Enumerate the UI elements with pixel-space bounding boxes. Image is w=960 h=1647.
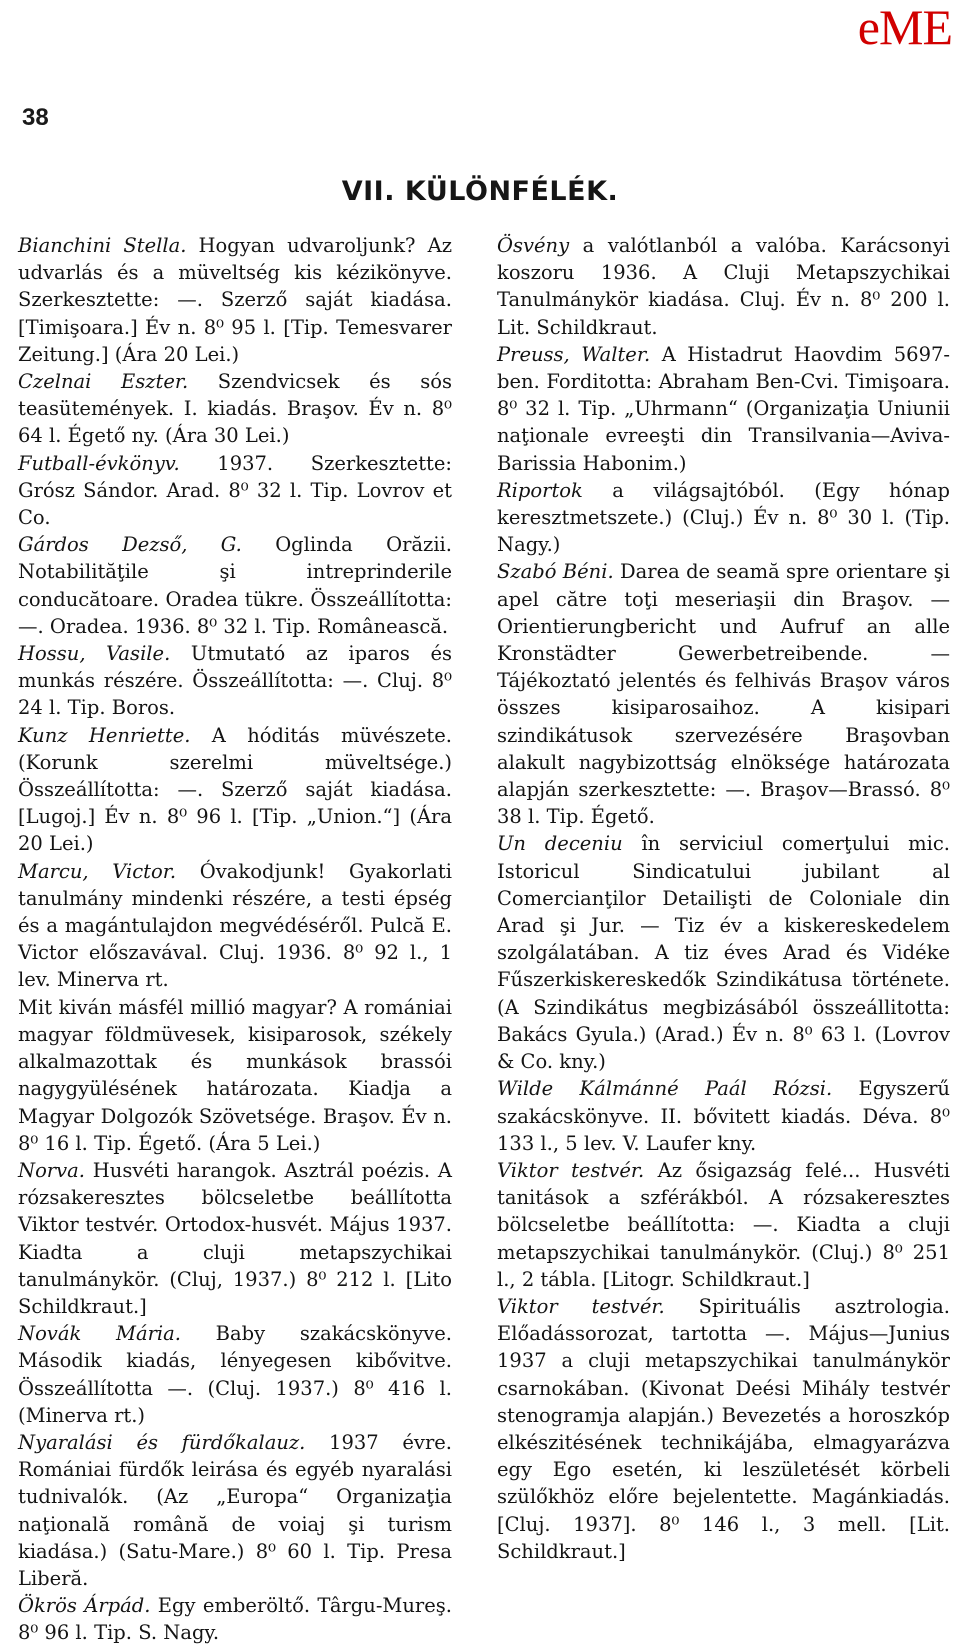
right-column [497, 232, 950, 1565]
bibliography-entry [497, 1157, 950, 1293]
bibliography-entry [18, 1320, 452, 1429]
entry-author: Un deceniu [497, 832, 623, 856]
entry-author: Bianchini Stella. [18, 234, 187, 257]
bibliography-entry [18, 531, 452, 640]
section-title: VII. KÜLÖNFÉLÉK. [341, 176, 619, 207]
entry-author: Novák Mária. [18, 1322, 181, 1346]
bibliography-entry [18, 858, 452, 994]
entry-author: Viktor testvér. [497, 1158, 645, 1182]
entry-author: Viktor testvér. [497, 1294, 665, 1318]
bibliography-entry [18, 368, 452, 450]
entry-author: Marcu, Victor. [18, 859, 177, 883]
bibliography-entry [18, 994, 452, 1157]
bibliography-entry [497, 1075, 950, 1157]
entry-text: Spirituális asztrologia. Előadássorozat, tartotta —. Május—Junius 1937 a cluji metapszychikai tanulmánykör csarnokában. (Kivonat Deési Mihály testvér stenogramja alapján.) Bevezetés a horoszkóp elkészitésének technikájába, elmagyarázva egy Ego esetén, ki leszületését körbeli szülőkhöz előre bejelentette. Magánkiadás. [Cluj. 1937]. 8⁰ 146 l., 3 mell. [Lit. Schildkraut.] [497, 1294, 951, 1563]
bibliography-entry [497, 341, 950, 477]
entry-text: 1937. Szerkesztette: Grósz Sándor. Arad. 8⁰ 32 l. Tip. Lovrov et Co. [18, 451, 452, 530]
entry-text: Óvakodjunk! Gyakorlati tanulmány mindenki részére, a testi épség és a magántulajdon megvédéséről. Pulcă E. Victor előszavával. Cluj. 1936. 8⁰ 92 l., 1 lev. Minerva rt. [18, 859, 452, 992]
entry-author: Futball-évkönyv. [18, 451, 180, 475]
entry-text: Mit kiván másfél millió magyar? A romániai magyar földmüvesek, kisiparosok, székely alkalmazottak és munkások brassói nagygyülésének határozata. Kiadja a Magyar Dolgozók Szövetsége. Braşov. Év n. 8⁰ 16 l. Tip. Égető. (Ára 5 Lei.) [18, 995, 452, 1155]
entry-author: Riportok [497, 478, 583, 502]
entry-author: Nyaralási és fürdőkalauz. [18, 1430, 306, 1454]
entry-text: Hogyan udvaroljunk? Az udvarlás és a müveltség kis kézikönyve. Szerkesztette: —. Szerző saját kiadása. [Timişoara.] Év n. 8⁰ 95 l. [Tip. Temesvarer Zeitung.] (Ára 20 Lei.) [18, 234, 452, 366]
left-column [18, 232, 452, 1647]
entry-text: a valótlanból a valóba. Karácsonyi koszoru 1936. A Cluji Metapszychikai Tanulmánykör kiadása. Cluj. Év n. 8⁰ 200 l. Lit. Schildkraut. [497, 234, 950, 339]
entry-text: 1937 évre. Romániai fürdők leirása és egyéb nyaralási tudnivalók. (Az „Europa“ Organizaţia naţională română de voiaj şi turism kiadása.) (Satu-Mare.) 8⁰ 60 l. Tip. Presa Liberă. [18, 1430, 452, 1590]
entry-text: A Histadrut Haovdim 5697-ben. Forditotta: Abraham Ben-Cvi. Timişoara. 8⁰ 32 l. Tip. „Uhrmann“ (Organizaţia Uniunii naţionale evreeşti din Transilvania—Aviva-Barissia Habonim.) [497, 342, 950, 475]
entry-text: Utmutató az iparos és munkás részére. Összeállította: —. Cluj. 8⁰ 24 l. Tip. Boros. [18, 642, 452, 720]
entry-text: a világsajtóból. (Egy hónap keresztmetszete.) (Cluj.) Év n. 8⁰ 30 l. (Tip. Nagy.) [497, 478, 950, 557]
entry-text: Darea de seamă spre orientare şi apel către toţi meseriaşii din Braşov. — Orientierungbericht und Aufruf an alle Kronstädter Gewerbetreibende. — Tájékoztató jelentés és felhivás Braşov város összes kisiparosaihoz. A kisipari szindikátusok szervezésére Braşovban alakult nagybizottság elnöksége határozata alapján szerkesztette: —. Braşov—Brassó. 8⁰ 38 l. Tip. Égető. [497, 560, 950, 829]
bibliography-entry [18, 1592, 452, 1646]
emke-logo: eME [857, 0, 952, 55]
page-number: 38 [22, 104, 49, 131]
entry-author: Szabó Béni. [497, 560, 614, 584]
bibliography-entry [18, 722, 452, 858]
entry-text: Az ősigazság felé... Husvéti tanitások a szférákból. A rózsakeresztes bölcseletbe beállította: —. Kiadta a cluji metapszychikai tanulmánykör. (Cluj.) 8⁰ 251 l., 2 tábla. [Litogr. Schildkraut.] [497, 1158, 950, 1291]
entry-text: Szendvicsek és sós teasütemények. I. kiadás. Braşov. Év n. 8⁰ 64 l. Égető ny. (Ára 30 Lei.) [18, 370, 452, 448]
entry-text: Egy emberöltő. Târgu-Mureş. 8⁰ 96 l. Tip. S. Nagy. [18, 1594, 452, 1645]
entry-text: Husvéti harangok. Asztrál poézis. A rózsakeresztes bölcseletbe beállította Viktor testvér. Ortodox-husvét. Május 1937. Kiadta a cluji metapszychikai tanulmánykör. (Cluj, 1937.) 8⁰ 212 l. [Lito Schildkraut.] [18, 1158, 452, 1318]
entry-text: Baby szakácskönyve. Második kiadás, lényegesen kibővitve. Összeállította —. (Cluj. 1937.) 8⁰ 416 l. (Minerva rt.) [18, 1322, 452, 1427]
bibliography-entry [18, 1429, 452, 1592]
bibliography-entry [497, 477, 950, 559]
entry-author: Preuss, Walter. [497, 342, 651, 366]
bibliography-entry [18, 1157, 452, 1320]
entry-author: Norva. [18, 1158, 85, 1182]
entry-author: Ökrös Árpád. [18, 1594, 151, 1618]
entry-text: Egyszerű szakácskönyve. II. bővitett kiadás. Déva. 8⁰ 133 l., 5 lev. V. Laufer kny. [497, 1077, 950, 1155]
bibliography-entry [497, 558, 950, 830]
entry-author: Czelnai Eszter. [18, 370, 189, 394]
bibliography-entry [497, 1293, 950, 1565]
entry-text: A hóditás müvészete. (Korunk szerelmi müveltsége.) Összeállította: —. Szerző saját kiadása. [Lugoj.] Év n. 8⁰ 96 l. [Tip. „Union.“] (Ára 20 Lei.) [18, 723, 452, 856]
entry-author: Gárdos Dezső, G. [18, 533, 242, 557]
entry-author: Wilde Kálmánné Paál Rózsi. [497, 1077, 833, 1101]
entry-author: Kunz Henriette. [18, 723, 191, 747]
entry-author: Ösvény [497, 234, 570, 257]
entry-text: în serviciul comerţului mic. Istoricul Sindicatului jubilant al Comercianţilor Detailişti de Coloniale din Arad şi Jur. — Tiz év a kiskereskedelem szolgálatában. A tiz éves Arad és Vidéke Fűszerkiskereskedők Szindikátusa története. (A Szindikátus megbizásából összeállitotta: Bakács Gyula.) (Arad.) Év n. 8⁰ 63 l. (Lovrov & Co. kny.) [497, 832, 951, 1074]
bibliography-entry [497, 830, 950, 1075]
bibliography-entry [18, 640, 452, 722]
bibliography-entry [18, 232, 452, 368]
bibliography-entry [497, 232, 950, 341]
entry-text: Oglinda Orăzii. Notabilităţile şi intreprinderile conducătoare. Oradea tükre. Összeállította: —. Oradea. 1936. 8⁰ 32 l. Tip. Românească. [18, 533, 452, 638]
bibliography-entry [18, 450, 452, 532]
entry-author: Hossu, Vasile. [18, 642, 171, 666]
